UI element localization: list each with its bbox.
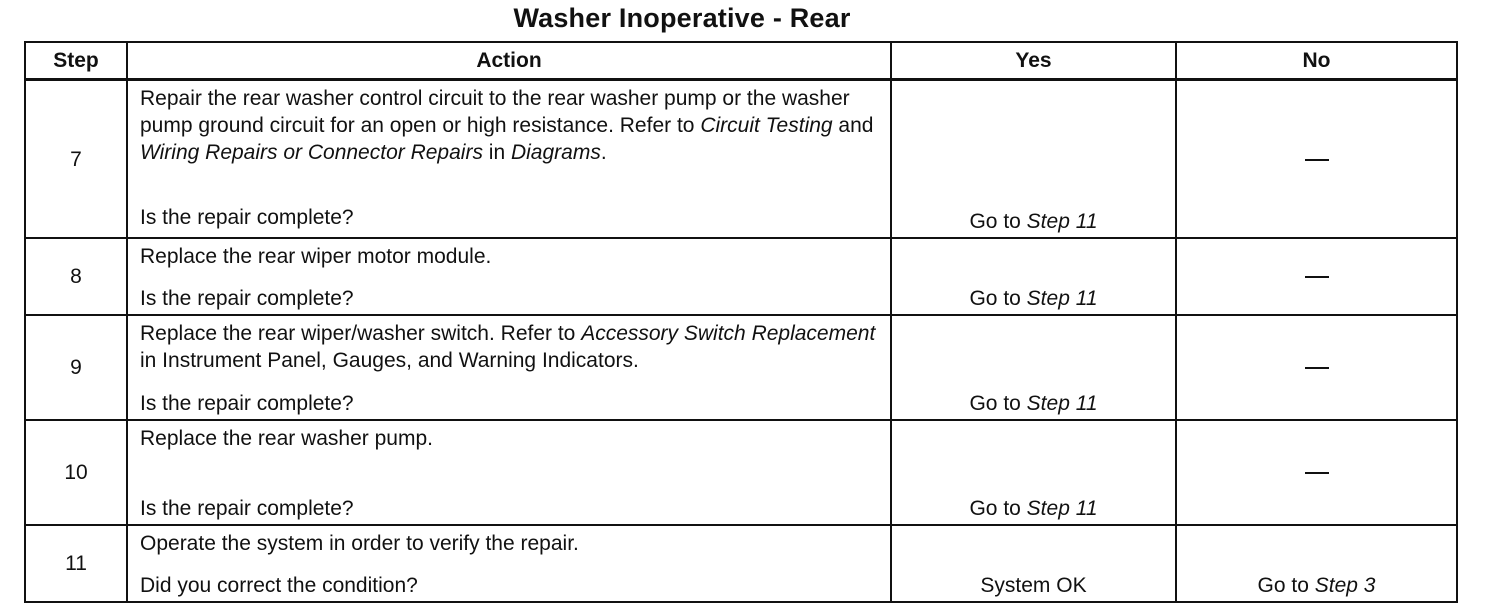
yes-cell bbox=[891, 525, 1176, 602]
yes-text: Go to bbox=[969, 497, 1027, 520]
header-yes: Yes bbox=[891, 42, 1176, 80]
no-cell bbox=[1176, 80, 1457, 239]
action-description bbox=[140, 425, 882, 452]
header-step: Step bbox=[25, 42, 127, 80]
action-text: and bbox=[832, 114, 874, 137]
no-step-reference: Step 3 bbox=[1314, 574, 1376, 597]
action-text: Repair the rear washer control circuit to the rear washer pump or the washer pump ground circuit for an open or high resistance. Refer to bbox=[140, 87, 850, 137]
action-cell bbox=[127, 80, 891, 239]
table-row bbox=[25, 525, 1457, 602]
action-text: in bbox=[482, 141, 511, 164]
action-description bbox=[140, 85, 882, 166]
action-text: Operate the system in order to verify the repair. bbox=[140, 532, 579, 555]
yes-step-reference: Step 11 bbox=[1026, 392, 1098, 415]
table-row bbox=[25, 80, 1457, 239]
step-number: 8 bbox=[25, 238, 127, 315]
no-cell bbox=[1176, 420, 1457, 525]
action-question: Is the repair complete? bbox=[140, 287, 354, 310]
action-cell bbox=[127, 420, 891, 525]
yes-step-reference: Step 11 bbox=[1026, 210, 1098, 233]
step-number: 9 bbox=[25, 315, 127, 420]
header-action: Action bbox=[127, 42, 891, 80]
yes-text: Go to bbox=[969, 287, 1027, 310]
action-description bbox=[140, 243, 882, 270]
action-description bbox=[140, 320, 882, 374]
step-number: 7 bbox=[25, 80, 127, 239]
reference-text: Wiring Repairs or Connector Repairs bbox=[140, 141, 483, 164]
yes-step-reference: Step 11 bbox=[1026, 497, 1098, 520]
no-cell bbox=[1176, 315, 1457, 420]
yes-text: System OK bbox=[980, 574, 1087, 597]
action-text: . bbox=[600, 141, 607, 164]
reference-text: Circuit Testing bbox=[700, 114, 833, 137]
reference-text: Accessory Switch Replacement bbox=[581, 322, 876, 345]
action-cell bbox=[127, 525, 891, 602]
action-text: in Instrument Panel, Gauges, and Warning Indicators. bbox=[140, 349, 639, 372]
yes-cell bbox=[891, 238, 1176, 315]
action-text: Replace the rear wiper motor module. bbox=[140, 245, 492, 268]
diagnostic-table bbox=[24, 41, 1458, 603]
step-number: 10 bbox=[25, 420, 127, 525]
yes-cell bbox=[891, 80, 1176, 239]
not-applicable-dash bbox=[1305, 276, 1329, 278]
page-title: Washer Inoperative - Rear bbox=[513, 3, 851, 33]
header-row bbox=[25, 42, 1457, 80]
table-row bbox=[25, 238, 1457, 315]
action-question: Is the repair complete? bbox=[140, 497, 354, 520]
action-question: Did you correct the condition? bbox=[140, 574, 418, 597]
table-row bbox=[25, 315, 1457, 420]
action-question: Is the repair complete? bbox=[140, 392, 354, 415]
yes-step-reference: Step 11 bbox=[1026, 287, 1098, 310]
not-applicable-dash bbox=[1305, 159, 1329, 161]
step-number: 11 bbox=[25, 525, 127, 602]
no-text: Go to bbox=[1257, 574, 1315, 597]
action-question: Is the repair complete? bbox=[140, 206, 354, 229]
table-row bbox=[25, 420, 1457, 525]
action-text: Replace the rear wiper/washer switch. Refer to bbox=[140, 322, 582, 345]
action-cell bbox=[127, 315, 891, 420]
action-description bbox=[140, 530, 882, 557]
yes-cell bbox=[891, 315, 1176, 420]
action-text: Replace the rear washer pump. bbox=[140, 427, 433, 450]
not-applicable-dash bbox=[1305, 472, 1329, 474]
yes-text: Go to bbox=[969, 210, 1027, 233]
yes-cell bbox=[891, 420, 1176, 525]
no-cell bbox=[1176, 525, 1457, 602]
not-applicable-dash bbox=[1305, 367, 1329, 369]
action-cell bbox=[127, 238, 891, 315]
header-no: No bbox=[1176, 42, 1457, 80]
no-cell bbox=[1176, 238, 1457, 315]
yes-text: Go to bbox=[969, 392, 1027, 415]
reference-text: Diagrams bbox=[510, 141, 601, 164]
